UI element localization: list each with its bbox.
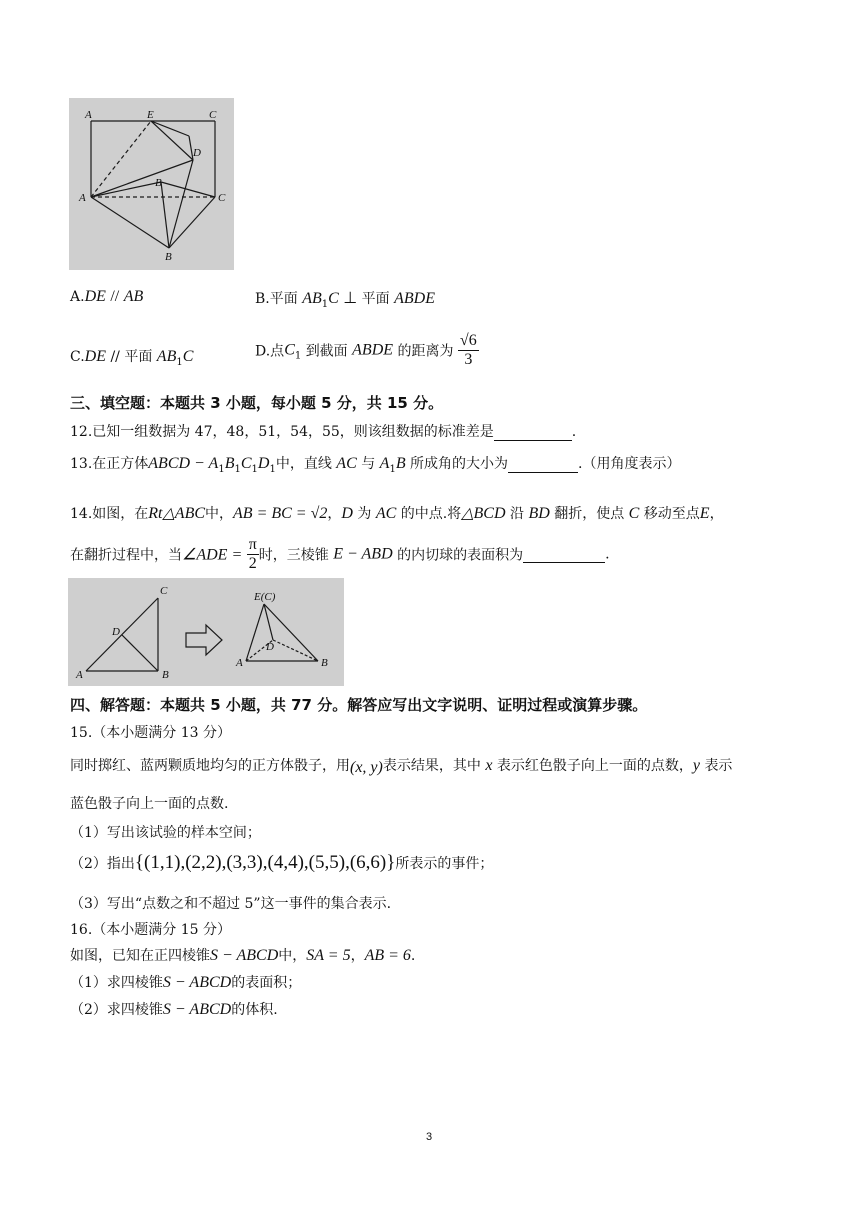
fig2-label-b2: B — [321, 657, 328, 669]
question-16-part-2: （2）求四棱锥S − ABCD的体积. — [70, 1001, 278, 1018]
label-b1: B — [155, 177, 162, 189]
fig2-label-b: B — [162, 669, 169, 681]
label-e: E — [147, 109, 154, 121]
label-c: C — [218, 192, 226, 204]
label-a1: A — [85, 109, 92, 121]
section-3-title: 三、填空题：本题共 3 小题，每小题 5 分，共 15 分。 — [70, 394, 444, 412]
option-a: A.DE // AB — [70, 288, 144, 305]
answer-blank-14 — [523, 546, 605, 563]
fig2-label-a: A — [76, 669, 83, 681]
question-12: 12.已知一组数据为 47，48，51，54，55，则该组数据的标准差是 . — [70, 424, 577, 440]
question-15-line-1: 同时掷红、蓝两颗质地均匀的正方体骰子，用(x, y)表示结果，其中 x 表示红色骰子向上一面的点数，y 表示 — [70, 757, 733, 776]
answer-blank-13 — [508, 456, 578, 473]
answer-blank-12 — [494, 424, 572, 441]
question-14-line-2: 在翻折过程中，当∠ADE = $\frac{\pi}{2}$ 时，三棱锥 E − ABD 的内切球的表面积为 . — [70, 536, 610, 572]
option-b: B.平面 $AB_1C$ ⊥ 平面 ABDE — [255, 290, 435, 310]
label-a: A — [79, 192, 86, 204]
fig2-label-d2: D — [266, 641, 274, 653]
question-15-part-3: （3）写出“点数之和不超过 5”这一事件的集合表示. — [70, 896, 392, 912]
question-15-part-2: （2）指出{(1,1),(2,2),(3,3),(4,4),(5,5),(6,6)}所表示的事件； — [70, 852, 494, 873]
fraction-pi-over-2: $\frac{\pi}{2}$ — [248, 536, 257, 572]
question-16-line-1: 如图，已知在正四棱锥S − ABCD中，SA = 5，AB = 6. — [70, 947, 416, 964]
option-c: C.DE // 平面 $AB_1C$ — [70, 348, 194, 368]
question-15-header: 15.（本小题满分 13 分） — [70, 725, 231, 741]
question-16-part-1: （1）求四棱锥S − ABCD的表面积； — [70, 974, 302, 991]
question-13: 13.在正方体ABCD − $A_1B_1C_1D_1$中，直线 AC 与 $A_1B$ 所成角的大小为 .（用角度表示） — [70, 455, 681, 475]
question-15-line-2: 蓝色骰子向上一面的点数. — [70, 796, 229, 812]
option-d: D.点$C_1$ 到截面 ABDE 的距离为 $\frac{√6}{3}$ — [255, 332, 477, 368]
question-14-line-1: 14.如图，在Rt△ABC中，AB = BC = √2，D 为 AC 的中点.将△BCD 沿 BD 翻折，使点 C 移动至点E， — [70, 505, 724, 522]
fig2-label-ec: E(C) — [254, 591, 276, 603]
question-16-header: 16.（本小题满分 15 分） — [70, 922, 231, 938]
section-4-title: 四、解答题：本题共 5 小题，共 77 分。解答应写出文字说明、证明过程或演算步骤。 — [70, 696, 648, 714]
label-b: B — [165, 251, 172, 263]
fraction-sqrt6-over-3: $\frac{√6}{3}$ — [459, 332, 477, 368]
question-15-part-1: （1）写出该试验的样本空间； — [70, 825, 261, 841]
fig2-label-a2: A — [236, 657, 243, 669]
fig2-label-d: D — [112, 626, 120, 638]
prism-figure — [69, 98, 234, 270]
folding-figure — [68, 578, 344, 686]
page-number: 3 — [426, 1131, 433, 1143]
label-c1: C — [209, 109, 217, 121]
label-d: D — [193, 147, 201, 159]
fig2-label-c: C — [160, 585, 168, 597]
